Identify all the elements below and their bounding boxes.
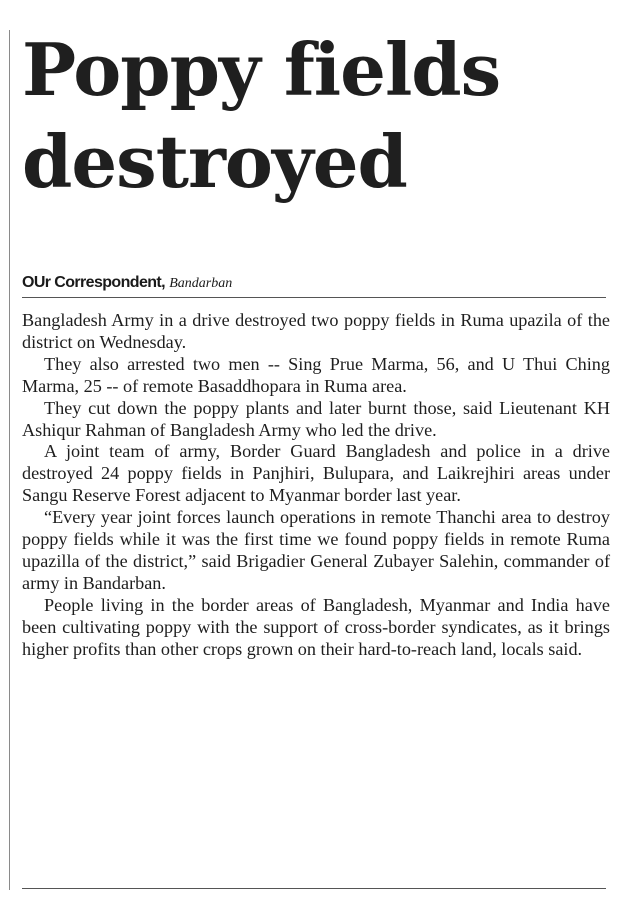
paragraph-3: They cut down the poppy plants and later burnt those, said Lieutenant KH Ashiqur Rahman of Bangladesh Army who led the drive.: [22, 397, 610, 440]
byline-author: OUr Correspondent,: [22, 274, 165, 291]
headline: [22, 24, 618, 208]
paragraph-2: They also arrested two men -- Sing Prue Marma, 56, and U Thui Ching Marma, 25 -- of remote Basaddhopara in Ruma area.: [22, 353, 610, 396]
paragraph-1: Bangladesh Army in a drive destroyed two poppy fields in Ruma upazila of the district on Wednesday.: [22, 310, 610, 352]
paragraph-6: People living in the border areas of Bangladesh, Myanmar and India have been cultivating poppy with the support of cross-border syndicates, as it brings higher profits than other crops grown on their hard-to-reach land, locals said.: [22, 594, 610, 659]
headline-line-1: Poppy fields: [22, 27, 501, 112]
end-rule: [22, 888, 606, 889]
article-body: [22, 310, 610, 661]
byline-rule: [22, 297, 606, 298]
byline: [22, 271, 612, 295]
headline-line-2: destroyed: [22, 119, 407, 204]
byline-place: Bandarban: [169, 276, 233, 291]
column-divider: [9, 30, 10, 890]
paragraph-5: “Every year joint forces launch operations in remote Thanchi area to destroy poppy fields while it was the first time we found poppy fields in remote Ruma upazilla of the district,” said Brigadier General Zubayer Salehin, commander of army in Bandarban.: [22, 507, 610, 593]
paragraph-4: A joint team of army, Border Guard Bangladesh and police in a drive destroyed 24 poppy fields in Panjhiri, Bulupara, and Laikrejhiri areas under Sangu Reserve Forest adjacent to Myanmar border last year.: [22, 441, 610, 506]
